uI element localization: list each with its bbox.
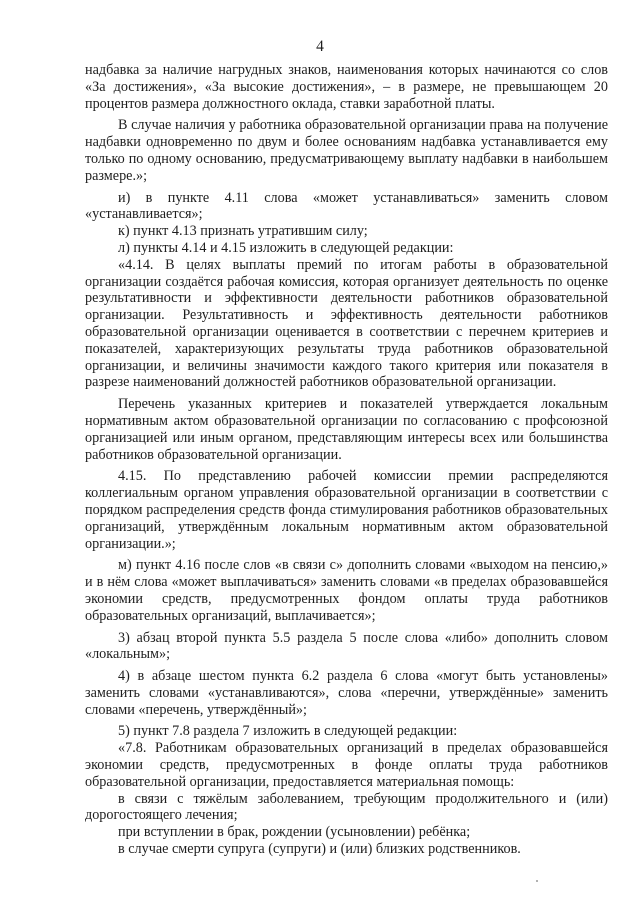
paragraph-marriage-birth: при вступлении в брак, рождении (усыновлении) ребёнка; [118,824,471,841]
paragraph-illness: в связи с тяжёлым заболеванием, требующим продолжительного и (или) дорогостоящего лечения; [85,790,608,824]
paragraph-item-5: 5) пункт 7.8 раздела 7 изложить в следующей редакции: [118,723,458,740]
paragraph-item-3: 3) абзац второй пункта 5.5 раздела 5 после слова «либо» дополнить словом «локальным»; [85,629,608,663]
paragraph-clause-4-15: 4.15. По представлению рабочей комиссии премии распределяются коллегиальным органом управления образовательной организации в соответствии с порядком распределения средств фонда стимулирования работников образовательных организаций, утверждённым локальным нормативным актом образовательной организации.»; [85,468,608,552]
paragraph-item-4: 4) в абзаце шестом пункта 6.2 раздела 6 слова «могут быть установлены» заменить словами «устанавливаются», слова «перечни, утверждённые» заменить словами «перечень, утверждённый»; [85,668,608,718]
paragraph-multiple-grounds: В случае наличия у работника образовательной организации права на получение надбавки одновременно по двум и более основаниям надбавка устанавливается ему только по одному основанию, предусматривающему выплату надбавки в наибольшем размере.»; [85,117,608,184]
paragraph-clause-4-14: «4.14. В целях выплаты премий по итогам работы в образовательной организации создаётся рабочая комиссия, которая организует деятельность по оценке результативности и эффективности деятельности работников образовательной организации. Результативность и эффективность деятельности работников образовательной организации оценивается в соответствии с перечнем критериев и показателей, характеризующих результаты труда работников образовательной организации, и величины значимости каждого такого критерия или показателя в разрезе наименований должностей работников образовательной организации. [85,256,608,391]
scan-speck [536,880,538,882]
paragraph-criteria-list: Перечень указанных критериев и показателей утверждается локальным нормативным актом образовательной организации по согласованию с профсоюзной организацией или иным органом, представляющим интересы всех или большинства работников образовательной организации. [85,396,608,463]
paragraph-item-m: м) пункт 4.16 после слов «в связи с» дополнить словами «выходом на пенсию,» и в нём слова «может выплачиваться» заменить словами «в пределах образовавшейся экономии средств, предусмотренных фондом оплаты труда работников образовательных организаций, выплачивается»; [85,557,608,624]
paragraph-item-l: л) пункты 4.14 и 4.15 изложить в следующей редакции: [118,239,454,256]
paragraph-badge-allowance: надбавка за наличие нагрудных знаков, наименования которых начинаются со слов «За достижения», «За высокие достижения», – в размере, не превышающем 20 процентов размера должностного оклада, ставки заработной платы. [85,62,608,112]
paragraph-item-i: и) в пункте 4.11 слова «может устанавливаться» заменить словом «устанавливается»; [85,189,608,223]
paragraph-item-k: к) пункт 4.13 признать утратившим силу; [118,223,368,240]
paragraph-clause-7-8: «7.8. Работникам образовательных организаций в пределах образовавшейся экономии средств, предусмотренных в фонде оплаты труда работников образовательной организации, предоставляется материальная помощь: [85,740,608,790]
paragraph-death-relatives: в случае смерти супруга (супруги) и (или) близких родственников. [118,841,521,858]
document-body [85,62,608,858]
page-number: 4 [316,38,324,55]
